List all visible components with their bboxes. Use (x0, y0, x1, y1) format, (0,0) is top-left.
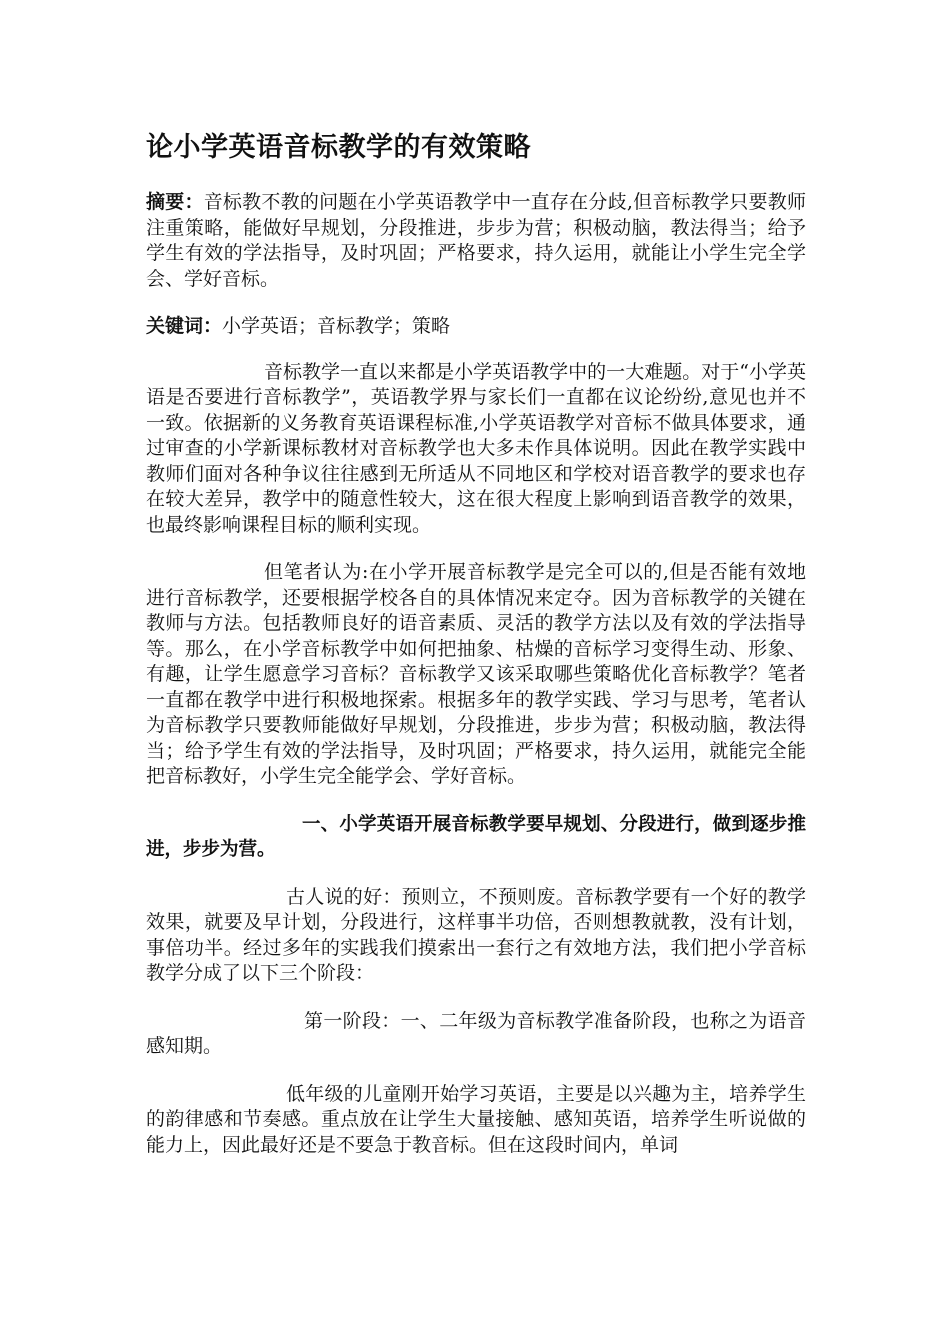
body-paragraph: 但笔者认为:在小学开展音标教学是完全可以的,但是否能有效地进行音标教学，还要根据学校各自的具体情况来定夺。因为音标教学的关键在教师与方法。包括教师良好的语音素质、灵活的教学方法以及有效的学法指导等。那么，在小学音标教学中如何把抽象、枯燥的音标学习变得生动、形象、有趣，让学生愿意学习音标？音标教学又该采取哪些策略优化音标教学？笔者一直都在教学中进行积极地探索。根据多年的教学实践、学习与思考，笔者认为音标教学只要教师能做好早规划，分段推进，步步为营；积极动脑，教法得当；给予学生有效的学法指导，及时巩固；严格要求，持久运用，就能完全能把音标教好，小学生完全能学会、学好音标。 (146, 561, 806, 787)
section-paragraph: 古人说的好：预则立，不预则废。音标教学要有一个好的教学效果，就要及早计划，分段进行，这样事半功倍，否则想教就教，没有计划，事倍功半。经过多年的实践我们摸索出一套行之有效地方法，我们把小学音标教学分成了以下三个阶段： (146, 885, 806, 984)
keywords (146, 314, 806, 340)
keywords-label: 关键词： (146, 315, 223, 337)
section-heading: 一、小学英语开展音标教学要早规划、分段进行，做到逐步推进，步步为营。 (146, 813, 806, 860)
section-paragraph: 第一阶段：一、二年级为音标教学准备阶段，也称之为语音感知期。 (146, 1009, 806, 1057)
document-title: 论小学英语音标教学的有效策略 (146, 132, 531, 163)
section-paragraph: 低年级的儿童刚开始学习英语，主要是以兴趣为主，培养学生的韵律感和节奏感。重点放在让学生大量接触、感知英语，培养学生听说做的能力上，因此最好还是不要急于教音标。但在这段时间内，单词 (146, 1082, 806, 1156)
keywords-text: 小学英语；音标教学；策略 (222, 315, 451, 337)
body-paragraph: 音标教学一直以来都是小学英语教学中的一大难题。对于“小学英语是否要进行音标教学”，英语教学界与家长们一直都在议论纷纷,意见也并不一致。依据新的义务教育英语课程标准,小学英语教学对音标不做具体要求，通过审查的小学新课标教材对音标教学也大多未作具体说明。因此在教学实践中教师们面对各种争议往往感到无所适从不同地区和学校对语音教学的要求也存在较大差异，教学中的随意性较大，这在很大程度上影响到语音教学的效果，也最终影响课程目标的顺利实现。 (146, 360, 806, 536)
abstract-text: 音标教不教的问题在小学英语教学中一直存在分歧,但音标教学只要教师注重策略，能做好早规划，分段推进，步步为营；积极动脑，教法得当；给予学生有效的学法指导，及时巩固；严格要求，持久运用，就能让小学生完全学会、学好音标。 (146, 191, 806, 290)
abstract (146, 190, 806, 292)
document-page (146, 128, 806, 1180)
abstract-label: 摘要： (146, 191, 204, 213)
